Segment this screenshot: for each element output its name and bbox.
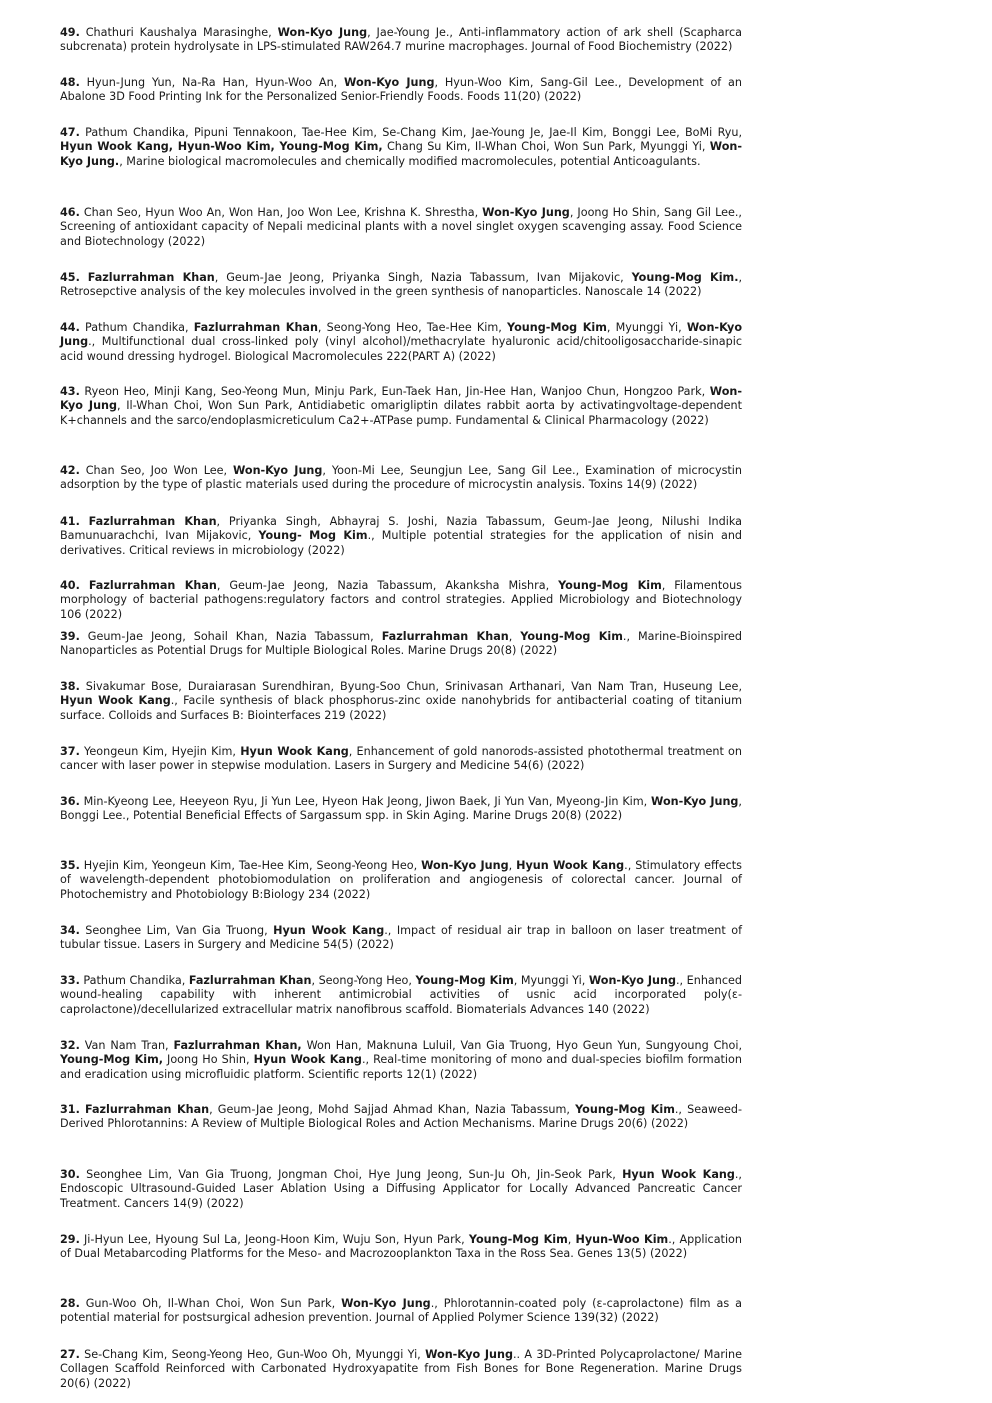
reference-text: .. A 3D-Printed Polycaprolactone/ Marine Collagen Scaffold Reinforced with Carbonated Hydroxyapatite from Fish Bones for Bone Regeneration. Marine Drugs 20(6) (2022) [60,1348,742,1390]
reference-number: 39. [60,630,80,643]
reference-entry [60,745,742,774]
highlighted-author: Won-Kyo Jung [60,385,742,413]
reference-text: Pathum Chandika, [79,974,189,987]
reference-text: , Priyanka Singh, Abhayraj S. Joshi, Nazia Tabassum, Geum-Jae Jeong, Nilushi Indika Bamunuarachchi, Ivan Mijakovic, [60,515,742,543]
highlighted-author: Young-Mog Kim [520,630,623,643]
reference-text: ., Stimulatory effects of wavelength-dependent photobiomodulation on proliferation and angiogenesis of colorectal cancer. Journal of Photochemistry and Photobiology B:Biology 234 (2022) [60,859,742,901]
reference-number: 31. [60,1103,80,1116]
reference-text: Won Han, Maknuna Luluil, Van Gia Truong, Hyo Geun Yun, Sungyoung Choi, [301,1039,742,1052]
reference-text: Ji-Hyun Lee, Hyoung Sul La, Jeong-Hoon Kim, Wuju Son, Hyun Park, [79,1233,469,1246]
reference-number: 43. [60,385,80,398]
reference-number: 29. [60,1233,80,1246]
reference-text: , Marine biological macromolecules and chemically modified macromolecules, potential Anticoagulants. [119,154,701,168]
highlighted-author: Hyun Wook Kang [273,924,385,937]
reference-entry [60,271,742,300]
reference-text: Yeongeun Kim, Hyejin Kim, [79,745,241,758]
reference-number: 36. [60,795,80,808]
reference-entry [60,974,742,1017]
highlighted-author: Won-Kyo Jung [588,974,676,987]
reference-text: ., Multiple potential strategies for the application of nisin and derivatives. Critical reviews in microbiology (2022) [60,529,743,557]
highlighted-author: Fazlurrahman Khan [87,271,215,284]
reference-text: , Hyun-Woo Kim, Sang-Gil Lee., Development of an Abalone 3D Food Printing Ink for the Personalized Senior-Friendly Foods. Foods 11(20) (2022) [60,76,742,104]
reference-text: ., Impact of residual air trap in balloon on laser treatment of tubular tissue. Lasers in Surgery and Medicine 54(5) (2022) [60,924,743,952]
reference-entry [60,579,742,622]
reference-text: Chathuri Kaushalya Marasinghe, [79,26,278,39]
reference-number: 49. [60,26,80,39]
reference-number: 30. [60,1168,80,1181]
highlighted-author: Fazlurrahman Khan [188,974,312,987]
reference-text: , Seong-Yong Heo, Tae-Hee Kim, [317,321,508,334]
reference-number: 47. [60,126,80,139]
highlighted-author: Fazlurrahman Khan, [173,1039,302,1052]
reference-entry [60,1233,742,1262]
reference-text: Ryeon Heo, Minji Kang, Seo-Yeong Mun, Minju Park, Eun-Taek Han, Jin-Hee Han, Wanjoo Chun, Hongzoo Park, [79,385,710,398]
reference-text: , Bonggi Lee., Potential Beneficial Effects of Sargassum spp. in Skin Aging. Marine Drugs 20(8) (2022) [60,795,742,823]
highlighted-author: Young-Mog Kim, [60,1053,163,1067]
reference-entry [60,515,742,558]
reference-entry [60,206,742,249]
reference-text [80,271,88,284]
highlighted-author: Fazlurrahman Khan [193,321,318,334]
reference-entry [60,859,742,902]
reference-text: , Filamentous morphology of bacterial pathogens:regulatory factors and control strategies. Applied Microbiology and Biotechnology 106 (2022) [60,579,742,621]
reference-entry [60,1348,742,1391]
highlighted-author: Won-Kyo Jung [277,26,368,39]
highlighted-author: Fazlurrahman Khan [84,1103,210,1116]
reference-text: Van Nam Tran, [79,1039,174,1052]
reference-text: Pathum Chandika, Pipuni Tennakoon, Tae-Hee Kim, Se-Chang Kim, Jae-Young Je, Jae-Il Kim, Bonggi Lee, BoMi Ryu, [79,126,742,139]
reference-text: Pathum Chandika, [79,321,194,334]
reference-text: Geum-Jae Jeong, Sohail Khan, Nazia Tabassum, [79,630,382,643]
reference-text: Gun-Woo Oh, Il-Whan Choi, Won Sun Park, [79,1297,342,1310]
highlighted-author: Fazlurrahman Khan [88,579,217,592]
reference-entry [60,76,742,105]
highlighted-author: Young-Mog Kim [575,1103,675,1116]
highlighted-author: Won-Kyo Jung [232,464,323,477]
reference-text: ., Application of Dual Metabarcoding Platforms for the Meso- and Macrozooplankton Taxa in the Ross Sea. Genes 13(5) (2022) [60,1233,742,1261]
reference-text: Seonghee Lim, Van Gia Truong, [79,924,274,937]
reference-entry [60,1103,742,1132]
highlighted-author: Young-Mog Kim [558,579,662,592]
reference-entry [60,1297,742,1326]
reference-number: 45. [60,271,80,284]
highlighted-author: Won-Kyo Jung [341,1297,431,1310]
highlighted-author: Hyun Wook Kang [253,1053,362,1067]
highlighted-author: Won-Kyo Jung [482,206,570,219]
reference-text [80,579,89,592]
reference-text: Sivakumar Bose, Duraiarasan Surendhiran, Byung-Soo Chun, Srinivasan Arthanari, Van Nam Tran, Huseung Lee, [79,680,742,693]
reference-number: 28. [60,1297,80,1310]
highlighted-author: Hyun-Woo Kim [575,1233,669,1246]
reference-text: , Geum-Jae Jeong, Priyanka Singh, Nazia Tabassum, Ivan Mijakovic, [214,271,632,284]
reference-number: 35. [60,859,80,872]
highlighted-author: Young-Mog Kim [415,974,514,987]
highlighted-author: Won-Kyo Jung [425,1348,513,1361]
reference-number: 34. [60,924,80,937]
reference-text: Min-Kyeong Lee, Heeyeon Ryu, Ji Yun Lee, Hyeon Hak Jeong, Jiwon Baek, Ji Yun Van, Myeong-Jin Kim, [79,795,652,808]
reference-text [80,515,89,528]
reference-entry [60,321,742,364]
reference-entry [60,680,742,723]
reference-text: Joong Ho Shin, [162,1053,254,1067]
highlighted-author: Won-Kyo Jung [344,76,435,89]
reference-text: , Il-Whan Choi, Won Sun Park, Antidiabetic omarigliptin dilates rabbit aorta by activatingvoltage-dependent K+channels and the sarco/endoplasmicreticulum Ca2+-ATPase pump. Fundamental & Clinical Pharmacology (2022) [60,399,742,427]
reference-text: Hyejin Kim, Yeongeun Kim, Tae-Hee Kim, Seong-Yeong Heo, [79,859,422,872]
reference-text: ., Phlorotannin-coated poly (ε-caprolactone) film as a potential material for postsurgical adhesion prevention. Journal of Applied Polymer Science 139(32) (2022) [60,1297,742,1325]
reference-text: Chan Seo, Joo Won Lee, [79,464,233,477]
reference-text: Hyun-Jung Yun, Na-Ra Han, Hyun-Woo An, [79,76,345,89]
reference-text: ., Seaweed-Derived Phlorotannins: A Review of Multiple Biological Roles and Action Mechanisms. Marine Drugs 20(6) (2022) [60,1103,742,1131]
reference-text: , Myunggi Yi, [606,321,687,334]
highlighted-author: Won-Kyo Jung [60,321,743,349]
reference-text: , [508,630,521,643]
reference-entry [60,1168,742,1211]
reference-entry [60,126,742,169]
reference-number: 27. [60,1348,80,1361]
highlighted-author: Young-Mog Kim [507,321,607,334]
reference-number: 48. [60,76,80,89]
reference-text: , [508,859,517,872]
highlighted-author: Hyun Wook Kang [622,1168,735,1181]
reference-number: 37. [60,745,80,758]
reference-text: Chan Seo, Hyun Woo An, Won Han, Joo Won Lee, Krishna K. Shrestha, [79,206,483,219]
reference-text: , Enhancement of gold nanorods-assisted photothermal treatment on cancer with laser power in stepwise modulation. Lasers in Surgery and Medicine 54(6) (2022) [60,745,742,773]
reference-text: , Jae-Young Je., Anti-inflammatory action of ark shell (Scapharca subcrenata) protein hydrolysate in LPS-stimulated RAW264.7 murine macrophages. Journal of Food Biochemistry (2022) [60,26,742,54]
highlighted-author: Young- Mog Kim [258,529,368,543]
reference-entry [60,385,742,428]
reference-text: Se-Chang Kim, Seong-Yeong Heo, Gun-Woo Oh, Myunggi Yi, [79,1348,426,1361]
reference-text: , Geum-Jae Jeong, Nazia Tabassum, Akanksha Mishra, [216,579,559,592]
reference-number: 46. [60,206,80,219]
reference-text: , Retrosepctive analysis of the key molecules involved in the green synthesis of nanoparticles. Nanoscale 14 (2022) [60,271,743,299]
highlighted-author: Fazlurrahman Khan [88,515,217,528]
reference-number: 41. [60,515,80,528]
reference-entry [60,630,742,659]
reference-entry [60,26,742,55]
highlighted-author: Young-Mog Kim. [631,271,739,284]
reference-number: 42. [60,464,80,477]
reference-text: , Myunggi Yi, [513,974,589,987]
reference-number: 40. [60,579,80,592]
highlighted-author: Hyun Wook Kang [516,859,625,872]
highlighted-author: Won-Kyo Jung [651,795,739,808]
reference-entry [60,924,742,953]
reference-entry [60,464,742,493]
reference-number: 38. [60,680,80,693]
reference-text: ., Real-time monitoring of mono and dual-species biofilm formation and eradication using microfluidic platform. Scientific reports 12(1) (2022) [60,1053,742,1081]
highlighted-author: Young-Mog Kim [468,1233,568,1246]
reference-text: , Geum-Jae Jeong, Mohd Sajjad Ahmad Khan, Nazia Tabassum, [209,1103,576,1116]
highlighted-author: Hyun Wook Kang [60,694,171,708]
highlighted-author: Fazlurrahman Khan [381,630,509,643]
reference-number: 33. [60,974,80,987]
reference-text: ., Multifunctional dual cross-linked poly (vinyl alcohol)/methacrylate hyaluronic acid/chitooligosaccharide-sinapic acid wound dressing hydrogel. Biological Macromolecules 222(PART A) (2022) [60,335,742,363]
reference-number: 44. [60,321,80,334]
reference-text: , Joong Ho Shin, Sang Gil Lee., Screening of antioxidant capacity of Nepali medicinal plants with a novel singlet oxygen scavenging assay. Food Science and Biotechnology (2022) [60,206,742,248]
reference-text: Seonghee Lim, Van Gia Truong, Jongman Choi, Hye Jung Jeong, Sun-Ju Oh, Jin-Seok Park, [79,1168,623,1181]
reference-text: , [567,1233,576,1246]
highlighted-author: Hyun Wook Kang [240,745,349,758]
reference-text: ., Marine-Bioinspired Nanoparticles as Potential Drugs for Multiple Biological Roles. Marine Drugs 20(8) (2022) [60,630,742,658]
highlighted-author: Won-Kyo Jung [421,859,509,872]
reference-entry [60,1039,742,1082]
reference-text: ., Facile synthesis of black phosphorus-zinc oxide nanohybrids for antibacterial coating of titanium surface. Colloids and Surfaces B: Biointerfaces 219 (2022) [60,694,742,722]
reference-text: Chang Su Kim, Il-Whan Choi, Won Sun Park, Myunggi Yi, [382,140,710,154]
highlighted-author: Won-Kyo Jung. [60,140,742,168]
reference-text: ., Enhanced wound-healing capability with inherent antimicrobial activities of usnic acid incorporated poly(ε-caprolactone)/decellularized extracellular matrix nanofibrous scaffold. Biomaterials Advances 140 (2022) [60,974,743,1016]
reference-text: , Yoon-Mi Lee, Seungjun Lee, Sang Gil Lee., Examination of microcystin adsorption by the type of plastic materials used during the procedure of microcystin analysis. Toxins 14(9) (2022) [60,464,742,492]
reference-text: ., Endoscopic Ultrasound-Guided Laser Ablation Using a Diffusing Applicator for Locally Advanced Pancreatic Cancer Treatment. Cancers 14(9) (2022) [60,1168,742,1210]
highlighted-author: Hyun Wook Kang, Hyun-Woo Kim, Young-Mog Kim, [60,140,383,154]
reference-text: , Seong-Yong Heo, [311,974,416,987]
reference-entry [60,795,742,824]
reference-number: 32. [60,1039,80,1052]
